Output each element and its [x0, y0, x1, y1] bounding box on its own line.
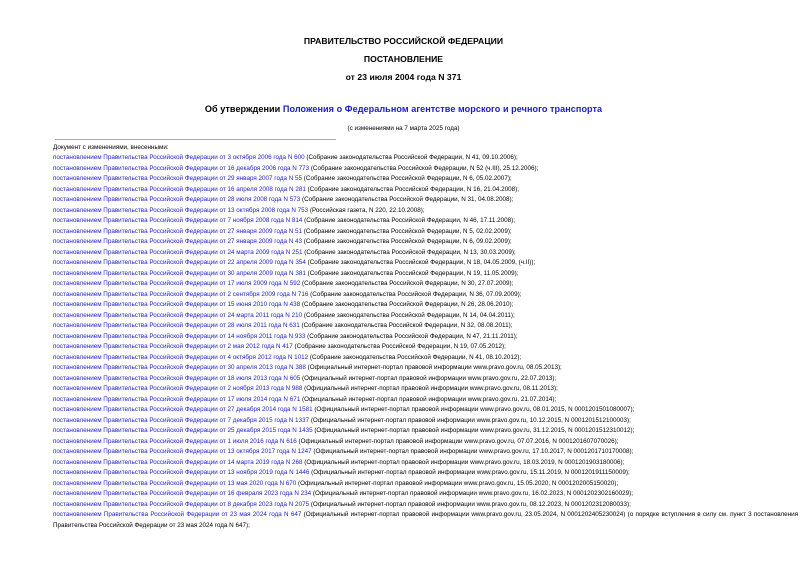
- amendment-item: [53, 164, 798, 175]
- document-date-heading: от 23 июля 2004 года N 371: [345, 72, 462, 82]
- amendment-item: [53, 489, 798, 500]
- amendment-link[interactable]: постановлением Правительства Российской Федерации от 30 апреля 2013 года N 388: [53, 364, 306, 371]
- amendment-item: [53, 248, 798, 259]
- amendment-link[interactable]: постановлением Правительства Российской Федерации от 3 октября 2006 года N 600: [53, 154, 305, 161]
- document-title-prefix: Об утверждении: [204, 104, 283, 114]
- amendment-link[interactable]: постановлением Правительства Российской Федерации от 13 ноября 2019 года N 1446: [53, 469, 310, 476]
- amendment-item: [53, 321, 798, 332]
- amendment-link[interactable]: постановлением Правительства Российской Федерации от 28 июля 2011 года N 631: [53, 322, 300, 329]
- amendment-item: [53, 279, 798, 290]
- amendment-source: (Собрание законодательства Российской Федерации, N 19, 07.05.2012);: [292, 343, 506, 350]
- amendment-link[interactable]: постановлением Правительства Российской Федерации от 13 мая 2020 года N 670: [53, 479, 297, 487]
- amendment-link[interactable]: постановлением Правительства Российской Федерации от 14 марта 2019 года N 268: [53, 458, 303, 466]
- amendment-link[interactable]: постановлением Правительства Российской Федерации от 13 октября 2008 года N 753: [53, 206, 309, 214]
- amendment-link[interactable]: постановлением Правительства Российской Федерации от 13 октября 2017 года N 1247: [53, 448, 312, 455]
- amendment-link[interactable]: постановлением Правительства Российской Федерации от 23 мая 2024 года N 647: [53, 511, 302, 518]
- amendment-source: (Официальный интернет-портал правовой информации www.pravo.gov.ru, 15.11.2019, N 0001201911150009);: [309, 469, 630, 476]
- amendment-link[interactable]: постановлением Правительства Российской Федерации от 30 апреля 2009 года N 381: [53, 269, 306, 277]
- amendment-source: (Официальный интернет-портал правовой информации www.pravo.gov.ru, 17.10.2017, N 0001201710170008);: [311, 448, 634, 455]
- amendment-link[interactable]: постановлением Правительства Российской Федерации от 2 ноября 2013 года N 988: [53, 385, 303, 392]
- amendment-item: [53, 479, 798, 490]
- amendment-item: [53, 500, 798, 511]
- regulation-link[interactable]: Положения о Федеральном агентстве морского и речного транспорта: [282, 104, 603, 114]
- amendment-item: [53, 258, 798, 269]
- amendment-link[interactable]: постановлением Правительства Российской Федерации от 29 января 2007 года N 55: [53, 175, 303, 182]
- amendment-item: [53, 374, 798, 385]
- document-title: [0, 104, 807, 114]
- amendment-link[interactable]: постановлением Правительства Российской Федерации от 7 ноября 2008 года N 814: [53, 217, 303, 224]
- amendment-item: [53, 426, 798, 437]
- amendment-link[interactable]: постановлением Правительства Российской Федерации от 16 декабря 2006 года N 773: [53, 164, 310, 172]
- amendment-item: [53, 416, 798, 427]
- amendment-link[interactable]: постановлением Правительства Российской Федерации от 27 января 2009 года N 43: [53, 238, 303, 245]
- amendment-item: [53, 300, 798, 311]
- amendment-source: (Собрание законодательства Российской Федерации, N 47, 21.11.2011);: [305, 332, 518, 340]
- amendment-source: (Официальный интернет-портал правовой информации www.pravo.gov.ru, 16.02.2023, N 0001202302160029);: [311, 490, 633, 497]
- amendment-link[interactable]: постановлением Правительства Российской Федерации от 22 апреля 2009 года N 354: [53, 259, 306, 266]
- amendment-source: (Официальный интернет-портал правовой информации www.pravo.gov.ru, 08.12.2023, N 0001202312080033);: [309, 500, 631, 508]
- amendment-source: (Официальный интернет-портал правовой информации www.pravo.gov.ru, 22.07.2013);: [300, 374, 557, 382]
- amendment-item: [53, 384, 798, 395]
- amendment-source: (Собрание законодательства Российской Федерации, N 46, 17.11.2008);: [302, 217, 516, 224]
- amendment-link[interactable]: постановлением Правительства Российской Федерации от 28 июля 2008 года N 573: [53, 196, 301, 203]
- amendment-source: (Официальный интернет-портал правовой информации www.pravo.gov.ru, 08.11.2013);: [302, 385, 558, 392]
- amendment-source: (Собрание законодательства Российской Федерации, N 6, 05.02.2007);: [302, 175, 512, 182]
- amendment-source: (Официальный интернет-портал правовой информации www.pravo.gov.ru, 31.12.2015, N 0001201512310012);: [312, 427, 635, 434]
- amendment-item: [53, 458, 798, 469]
- amendment-link[interactable]: постановлением Правительства Российской Федерации от 16 апреля 2008 года N 281: [53, 185, 306, 193]
- amendment-link[interactable]: постановлением Правительства Российской Федерации от 2 мая 2012 года N 417: [53, 343, 293, 350]
- amendment-source: (Собрание законодательства Российской Федерации, N 41, 09.10.2006);: [304, 154, 518, 161]
- amendment-item: [53, 405, 798, 416]
- amendment-item: [53, 447, 798, 458]
- amendment-item: [53, 206, 798, 217]
- amendment-source: (Официальный интернет-портал правовой информации www.pravo.gov.ru, 07.07.2016, N 0001201607070026);: [296, 437, 619, 445]
- amendment-link[interactable]: постановлением Правительства Российской Федерации от 4 октября 2012 года N 1012: [53, 353, 309, 361]
- amendment-item: [53, 216, 798, 227]
- amendment-item: [53, 174, 798, 185]
- amendment-source: (Официальный интернет-портал правовой информации www.pravo.gov.ru, 08.05.2013);: [305, 364, 562, 371]
- amendment-source: (Собрание законодательства Российской Федерации, N 5, 02.02.2009);: [302, 227, 512, 235]
- amendment-link[interactable]: постановлением Правительства Российской Федерации от 14 ноября 2011 года N 933: [53, 332, 306, 340]
- amendment-link[interactable]: постановлением Правительства Российской Федерации от 27 декабря 2014 года N 1581: [53, 406, 313, 413]
- amendment-source: (Официальный интернет-портал правовой информации www.pravo.gov.ru, 10.12.2015, N 0001201512100003);: [309, 416, 631, 424]
- amendment-link[interactable]: постановлением Правительства Российской Федерации от 17 июля 2009 года N 592: [53, 280, 301, 287]
- document-type-heading: ПОСТАНОВЛЕНИЕ: [363, 54, 444, 64]
- amendment-source: (Собрание законодательства Российской Федерации, N 18, 04.05.2009, (ч.II));: [305, 259, 536, 266]
- amendment-link[interactable]: постановлением Правительства Российской Федерации от 1 июля 2016 года N 616: [53, 437, 297, 445]
- amendment-item: [53, 332, 798, 343]
- amendment-source: (Официальный интернет-портал правовой информации www.pravo.gov.ru, 15.05.2020, N 0001202005150020);: [296, 479, 619, 487]
- amendment-source: (Собрание законодательства Российской Федерации, N 32, 08.08.2011);: [299, 322, 513, 329]
- amendment-link[interactable]: постановлением Правительства Российской Федерации от 24 марта 2009 года N 251: [53, 248, 303, 256]
- amendment-source: (Собрание законодательства Российской Федерации, N 52 (ч.III), 25.12.2006);: [309, 164, 539, 172]
- amendments-list: [53, 153, 798, 531]
- divider: [55, 139, 336, 140]
- amendment-link[interactable]: постановлением Правительства Российской Федерации от 7 декабря 2015 года N 1337: [53, 416, 310, 424]
- amendment-item: [53, 437, 798, 448]
- amendment-source: (Официальный интернет-портал правовой информации www.pravo.gov.ru, 21.07.2014);: [300, 395, 557, 403]
- amendment-item: [53, 311, 798, 322]
- amendment-source: (Официальный интернет-портал правовой информации www.pravo.gov.ru, 18.03.2019, N 0001201903180006);: [302, 458, 625, 466]
- amendment-link[interactable]: постановлением Правительства Российской Федерации от 24 марта 2011 года N 210: [53, 311, 303, 319]
- amendment-link[interactable]: постановлением Правительства Российской Федерации от 17 июля 2014 года N 671: [53, 395, 301, 403]
- amendment-source: (Собрание законодательства Российской Федерации, N 41, 08.10.2012);: [308, 353, 522, 361]
- amendment-item: [53, 353, 798, 364]
- amendment-item: [53, 237, 798, 248]
- issuer-heading: ПРАВИТЕЛЬСТВО РОССИЙСКОЙ ФЕДЕРАЦИИ: [303, 36, 504, 46]
- amendment-item: [0, 510, 798, 531]
- amendment-source: (Собрание законодательства Российской Федерации, N 14, 04.04.2011);: [302, 311, 515, 319]
- revision-note: (с изменениями на 7 марта 2025 года): [347, 125, 460, 132]
- amendment-link[interactable]: постановлением Правительства Российской Федерации от 15 июня 2010 года N 438: [53, 301, 301, 308]
- amendment-source: (Российская газета, N 220, 22.10.2008);: [308, 206, 425, 214]
- amendment-link[interactable]: постановлением Правительства Российской Федерации от 8 декабря 2023 года N 2075: [53, 500, 310, 508]
- amendments-intro: Документ с изменениями, внесенными:: [53, 144, 169, 151]
- amendment-item: [53, 185, 798, 196]
- amendment-link[interactable]: постановлением Правительства Российской Федерации от 16 февраля 2023 года N 234: [53, 490, 312, 497]
- amendment-link[interactable]: постановлением Правительства Российской Федерации от 25 декабря 2015 года N 1435: [53, 427, 313, 434]
- amendment-source: (Собрание законодательства Российской Федерации, N 13, 30.03.2009);: [302, 248, 516, 256]
- amendment-item: [53, 342, 798, 353]
- amendment-source: (Собрание законодательства Российской Федерации, N 36, 07.09.2009);: [308, 290, 522, 298]
- amendment-item: [53, 227, 798, 238]
- amendment-source: (Собрание законодательства Российской Федерации, N 16, 21.04.2008);: [305, 185, 519, 193]
- amendment-item: [53, 395, 798, 406]
- amendment-item: [53, 363, 798, 374]
- amendment-item: [53, 153, 798, 164]
- amendment-source: (Собрание законодательства Российской Федерации, N 6, 09.02.2009);: [302, 238, 512, 245]
- amendment-link[interactable]: постановлением Правительства Российской Федерации от 18 июля 2013 года N 605: [53, 374, 301, 382]
- amendment-link[interactable]: постановлением Правительства Российской Федерации от 2 сентября 2009 года N 716: [53, 290, 309, 298]
- amendment-source: (Собрание законодательства Российской Федерации, N 31, 04.08.2008);: [300, 196, 514, 203]
- amendment-source: (Собрание законодательства Российской Федерации, N 30, 27.07.2009);: [300, 280, 514, 287]
- amendment-item: [53, 195, 798, 206]
- amendment-source: (Официальный интернет-портал правовой информации www.pravo.gov.ru, 23.05.2024, N 0001202405230024) (о порядке вступления в силу см. пункт 3 постановления Правительства Российской Федерации от 23 мая 2024 года N 647);: [53, 511, 798, 529]
- amendment-item: [53, 468, 798, 479]
- amendment-item: [53, 269, 798, 280]
- amendment-source: (Собрание законодательства Российской Федерации, N 26, 28.06.2010);: [300, 301, 514, 308]
- amendment-source: (Официальный интернет-портал правовой информации www.pravo.gov.ru, 08.01.2015, N 0001201501080007);: [312, 406, 635, 413]
- amendment-item: [53, 290, 798, 301]
- amendment-source: (Собрание законодательства Российской Федерации, N 19, 11.05.2009);: [305, 269, 519, 277]
- amendment-link[interactable]: постановлением Правительства Российской Федерации от 27 января 2009 года N 51: [53, 227, 303, 235]
